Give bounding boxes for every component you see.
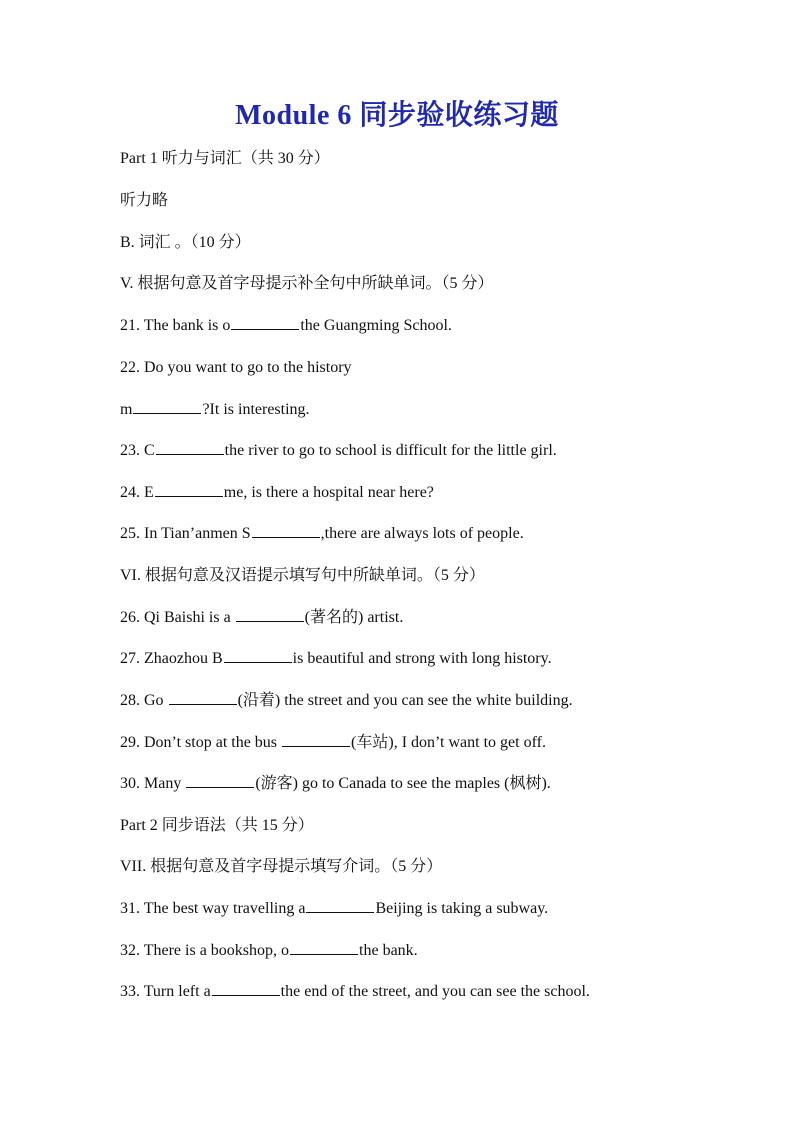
answer-blank[interactable] [133,399,201,414]
question-23 [120,439,760,463]
question-text: the Guangming School. [300,317,452,334]
answer-blank[interactable] [155,482,223,497]
answer-blank[interactable] [231,315,299,330]
question-text: 28. Go [120,692,168,709]
question-31 [120,897,760,921]
question-22-line1: 22. Do you want to go to the history [120,359,352,376]
question-text: the bank. [359,942,418,959]
listening-note: 听力略 [120,192,169,209]
question-text: 23. C [120,442,155,459]
question-text: ?It is interesting. [202,401,310,418]
question-28 [120,689,760,713]
question-text: (车站), I don’t want to get off. [351,734,546,751]
section-v-heading: V. 根据句意及首字母提示补全句中所缺单词。（5 分） [120,275,494,292]
answer-blank[interactable] [186,773,254,788]
question-text: 32. There is a bookshop, o [120,942,290,959]
question-text: 31. The best way travelling a [120,900,306,917]
question-text: is beautiful and strong with long history. [292,650,552,667]
answer-blank[interactable] [282,732,350,747]
question-text: the end of the street, and you can see the school. [280,983,590,1000]
question-22-line2 [120,398,760,422]
answer-blank[interactable] [156,440,224,455]
question-text: 27. Zhaozhou B [120,650,223,667]
question-26 [120,606,760,630]
question-21 [120,314,760,338]
section-vii-heading: VII. 根据句意及首字母提示填写介词。（5 分） [120,858,443,875]
question-text: (著名的) artist. [304,609,404,626]
question-text: 21. The bank is o [120,317,231,334]
question-text: (游客) go to Canada to see the maples (枫树). [255,775,551,792]
question-24 [120,481,760,505]
question-text: m [120,401,133,418]
question-27 [120,647,760,671]
question-text: the river to go to school is difficult for the little girl. [224,442,557,459]
page-title: Module 6 同步验收练习题 [235,100,559,131]
section-vi-heading: VI. 根据句意及汉语提示填写句中所缺单词。（5 分） [120,567,485,584]
question-text: 25. In Tian’anmen S [120,525,251,542]
answer-blank[interactable] [169,690,237,705]
answer-blank[interactable] [212,981,280,996]
question-text: (沿着) the street and you can see the white building. [237,692,573,709]
answer-blank[interactable] [306,898,374,913]
question-32 [120,939,760,963]
answer-blank[interactable] [236,607,304,622]
question-text: ,there are always lots of people. [320,525,524,542]
question-text: Beijing is taking a subway. [375,900,549,917]
question-text: 33. Turn left a [120,983,211,1000]
question-25 [120,522,760,546]
question-text: 26. Qi Baishi is a [120,609,235,626]
question-text: 24. E [120,484,154,501]
question-text: 30. Many [120,775,186,792]
answer-blank[interactable] [252,523,320,538]
answer-blank[interactable] [224,648,292,663]
part2-heading: Part 2 同步语法（共 15 分） [120,817,314,834]
question-29 [120,731,760,755]
question-33 [120,980,760,1004]
question-30 [120,772,760,796]
question-text: me, is there a hospital near here? [223,484,434,501]
question-text: 29. Don’t stop at the bus [120,734,282,751]
answer-blank[interactable] [290,940,358,955]
part1-heading: Part 1 听力与词汇（共 30 分） [120,150,330,167]
section-b-heading: B. 词汇 。（10 分） [120,234,251,251]
